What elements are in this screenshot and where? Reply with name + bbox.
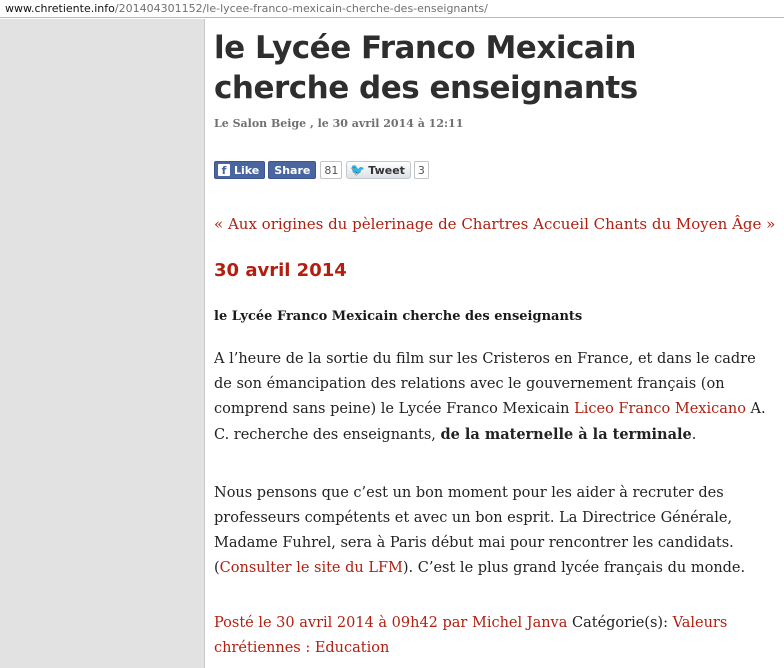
lfm-site-link[interactable]: Consulter le site du LFM: [219, 560, 403, 576]
social-buttons: [214, 160, 433, 180]
liceo-link[interactable]: Liceo Franco Mexicano: [574, 401, 746, 417]
left-sidebar: [0, 19, 205, 668]
p1-end: .: [691, 427, 697, 443]
p1-middle: A. C. recherche des enseignants,: [214, 401, 766, 443]
article-column: [205, 19, 784, 668]
p2-text: Nous pensons que c’est un bon moment pour les aider à recruter des professeurs compétents et avec un bon esprit. La Directrice Générale, Madame Fuhrel, sera à Paris début mai pour rencontrer les candidats. (: [214, 485, 734, 576]
facebook-icon: f: [218, 164, 230, 176]
twitter-bird-icon: 🐦: [350, 163, 366, 177]
facebook-like-button[interactable]: [214, 161, 265, 179]
tweet-count: 3: [414, 161, 429, 179]
tweet-label: Tweet: [368, 163, 405, 177]
address-path: /201404301152/le-lycee-franco-mexicain-cherche-des-enseignants/: [114, 2, 488, 15]
date-heading: 30 avril 2014: [214, 260, 347, 281]
post-navigation-link[interactable]: « Aux origines du pèlerinage de Chartres Accueil Chants du Moyen Âge »: [214, 215, 776, 233]
like-label: Like: [234, 163, 260, 177]
category-label: Catégorie(s):: [567, 615, 673, 631]
p1-text: A l’heure de la sortie du film sur les Cristeros en France, et dans le cadre de son émancipation des relations avec le gouvernement français (on comprend sans peine) le Lycée Franco Mexicain: [214, 351, 756, 417]
p1-bold: de la maternelle à la terminale: [440, 426, 692, 443]
tweet-button[interactable]: [346, 161, 411, 179]
post-title: le Lycée Franco Mexicain cherche des enseignants: [214, 309, 583, 324]
byline: Le Salon Beige , le 30 avril 2014 à 12:11: [214, 117, 464, 130]
paragraph-1: [214, 347, 774, 448]
share-label: Share: [274, 163, 311, 177]
post-footer: [214, 611, 774, 661]
p2-end: ). C’est le plus grand lycée français du monde.: [402, 560, 746, 576]
author-link[interactable]: Michel Janva: [471, 615, 568, 631]
paragraph-2: [214, 481, 774, 581]
share-count: 81: [320, 161, 342, 179]
posted-date[interactable]: Posté le 30 avril 2014 à 09h42 par: [214, 615, 472, 631]
category-link[interactable]: Valeurs chrétiennes : Education: [214, 615, 728, 656]
page-title: le Lycée Franco Mexicain cherche des enseignants: [214, 30, 638, 106]
address-bar[interactable]: [0, 0, 784, 18]
facebook-share-button[interactable]: [268, 161, 316, 179]
address-host: www.chretiente.info: [5, 2, 115, 15]
